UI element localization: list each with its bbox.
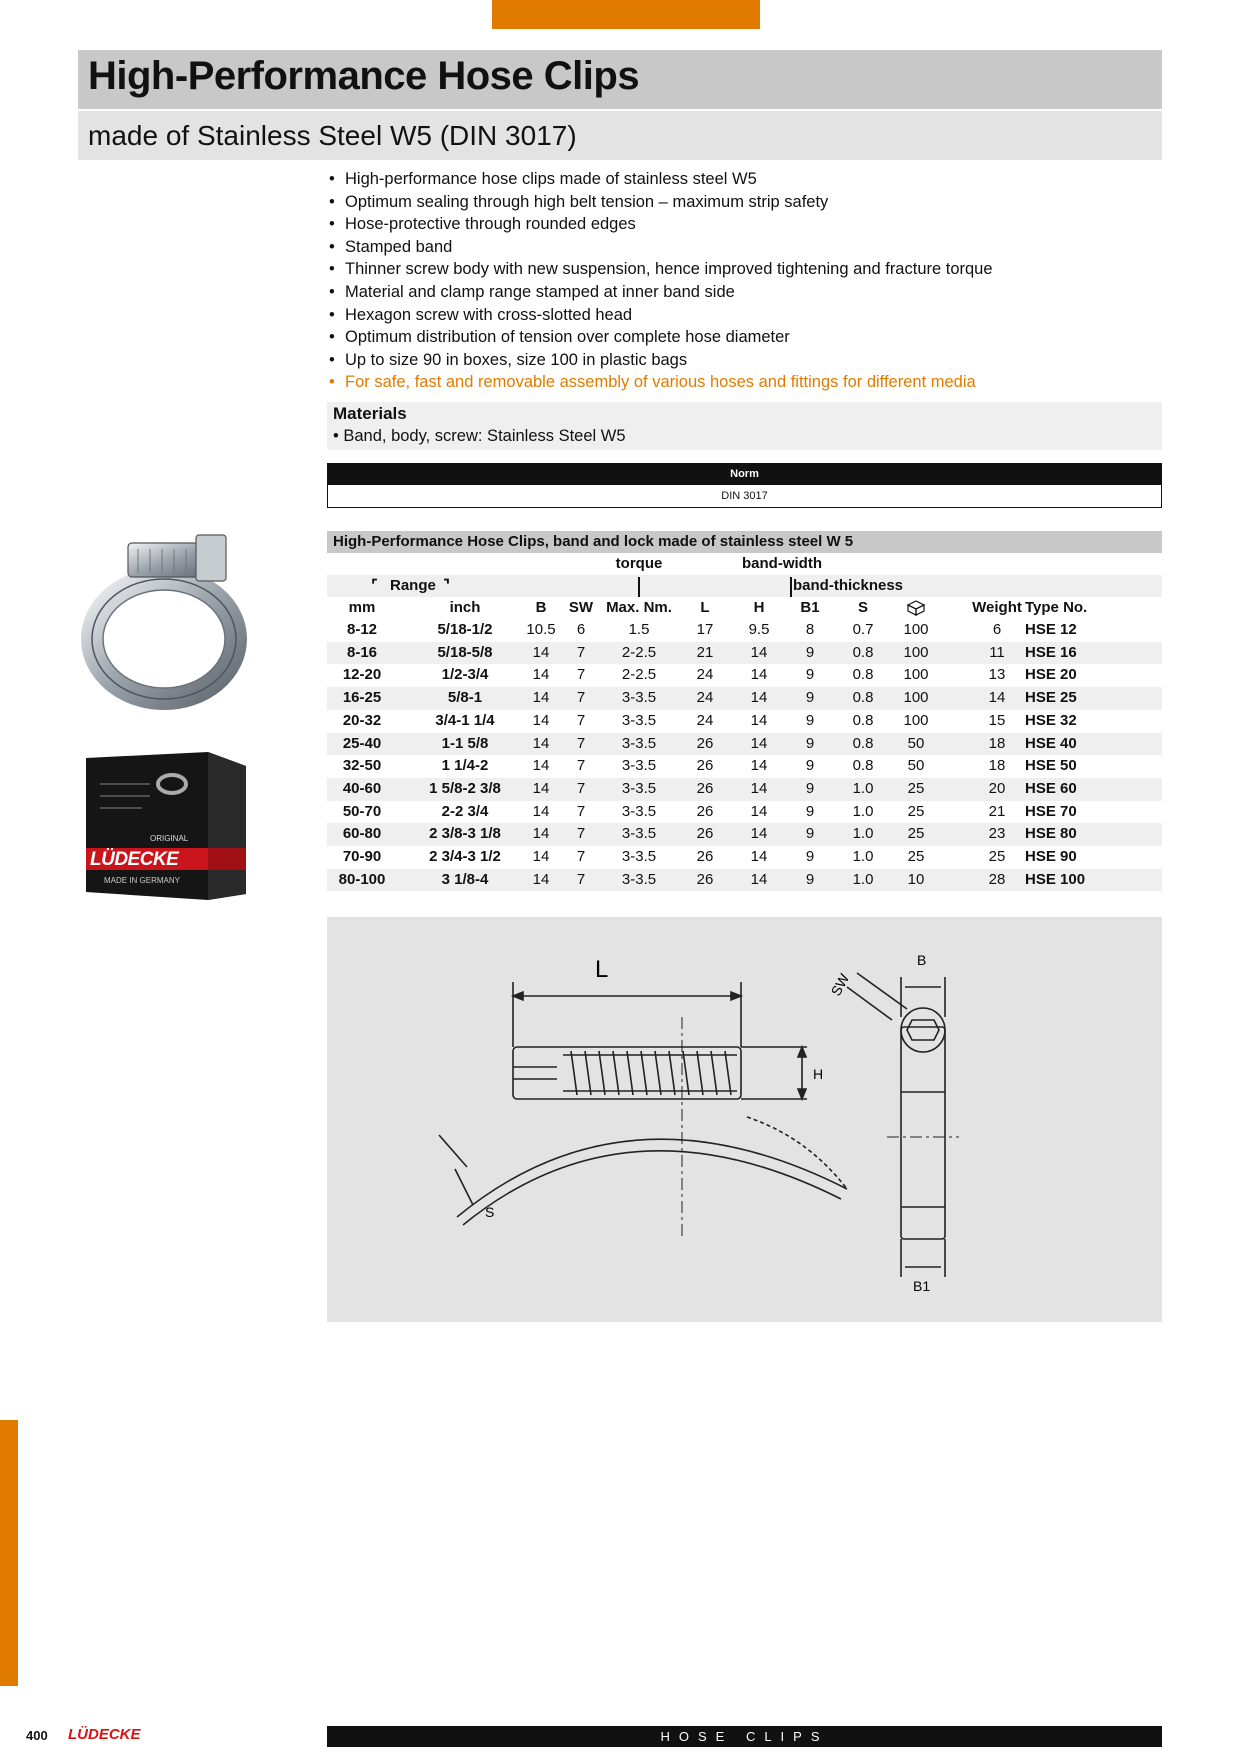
cell-sw: 7 bbox=[576, 734, 586, 752]
col-s: S bbox=[857, 599, 868, 616]
label-band-thickness: band-thickness bbox=[793, 577, 904, 594]
cell-box: 25 bbox=[907, 825, 925, 843]
cell-b: 14 bbox=[532, 666, 550, 684]
cell-weight: 28 bbox=[988, 870, 1006, 888]
col-sw: SW bbox=[568, 599, 594, 616]
cell-mm: 40-60 bbox=[342, 779, 382, 797]
cell-b1: 9 bbox=[805, 689, 815, 707]
header-row-torque bbox=[327, 553, 1162, 575]
range-bracket-right: ⌝ bbox=[443, 577, 451, 594]
drawing-label-h: H bbox=[813, 1066, 824, 1082]
cell-weight: 13 bbox=[988, 666, 1006, 684]
cell-b: 10.5 bbox=[526, 621, 556, 638]
cell-sw: 7 bbox=[576, 643, 586, 661]
cell-h: 9.5 bbox=[748, 621, 770, 638]
cell-b: 14 bbox=[532, 779, 550, 797]
drawing-label-b: B bbox=[917, 952, 927, 968]
cell-max: 3-3.5 bbox=[621, 825, 657, 843]
cell-type: HSE 50 bbox=[1025, 757, 1077, 775]
cell-box: 100 bbox=[903, 621, 929, 638]
cell-weight: 15 bbox=[988, 711, 1006, 729]
cell-h: 14 bbox=[750, 643, 768, 661]
product-box-photo bbox=[80, 744, 252, 902]
cell-h: 14 bbox=[750, 870, 768, 888]
feature-item: • Stamped band bbox=[328, 236, 1158, 259]
cell-s: 0.8 bbox=[852, 711, 874, 729]
cell-inch: 2 3/8-3 1/8 bbox=[429, 825, 501, 843]
cell-l: 26 bbox=[696, 757, 714, 775]
box-origin: MADE IN GERMANY bbox=[104, 876, 181, 885]
cell-b1: 9 bbox=[805, 734, 815, 752]
cell-sw: 7 bbox=[576, 779, 586, 797]
cell-b1: 9 bbox=[805, 779, 815, 797]
cell-inch: 3/4-1 1/4 bbox=[435, 711, 495, 729]
cell-h: 14 bbox=[750, 711, 768, 729]
feature-item: • Material and clamp range stamped at inner band side bbox=[328, 281, 1158, 304]
cell-max: 1.5 bbox=[628, 621, 650, 638]
table-row bbox=[327, 687, 1162, 710]
cell-sw: 6 bbox=[576, 621, 586, 638]
cell-l: 26 bbox=[696, 802, 714, 820]
box-icon bbox=[893, 597, 939, 619]
cell-b: 14 bbox=[532, 757, 550, 775]
cell-s: 0.7 bbox=[852, 621, 874, 638]
cell-s: 0.8 bbox=[852, 666, 874, 684]
cell-weight: 11 bbox=[989, 643, 1005, 661]
cell-b1: 9 bbox=[805, 757, 815, 775]
cell-b1: 8 bbox=[805, 621, 815, 638]
cell-h: 14 bbox=[750, 779, 768, 797]
cell-type: HSE 32 bbox=[1025, 711, 1077, 729]
table-row bbox=[327, 846, 1162, 869]
cell-s: 1.0 bbox=[852, 870, 874, 888]
technical-drawing-panel bbox=[327, 917, 1162, 1322]
cell-l: 26 bbox=[696, 825, 714, 843]
cell-inch: 1 5/8-2 3/8 bbox=[429, 779, 501, 797]
cell-box: 25 bbox=[907, 848, 925, 865]
cell-mm: 25-40 bbox=[342, 734, 382, 752]
cell-type: HSE 25 bbox=[1025, 689, 1077, 707]
cell-mm: 50-70 bbox=[342, 802, 382, 820]
cell-s: 1.0 bbox=[852, 779, 874, 797]
cell-l: 26 bbox=[696, 848, 714, 865]
cell-l: 26 bbox=[696, 734, 714, 752]
cell-type: HSE 12 bbox=[1025, 621, 1077, 638]
cell-weight: 6 bbox=[992, 621, 1002, 638]
cell-sw: 7 bbox=[576, 757, 586, 775]
cell-s: 1.0 bbox=[852, 825, 874, 843]
cell-type: HSE 90 bbox=[1025, 848, 1077, 865]
cell-h: 14 bbox=[750, 666, 768, 684]
cell-mm: 8-16 bbox=[346, 643, 378, 661]
cell-b1: 9 bbox=[805, 666, 815, 684]
feature-list bbox=[328, 168, 1158, 394]
label-range: Range bbox=[390, 577, 436, 594]
feature-item: • Optimum sealing through high belt tension – maximum strip safety bbox=[328, 191, 1158, 214]
materials-item: • Band, body, screw: Stainless Steel W5 bbox=[333, 427, 626, 445]
cell-l: 24 bbox=[696, 711, 714, 729]
cell-mm: 60-80 bbox=[342, 825, 382, 843]
cell-b: 14 bbox=[532, 643, 550, 661]
label-torque: torque bbox=[615, 555, 663, 572]
cell-sw: 7 bbox=[576, 825, 586, 843]
hose-clip-photo bbox=[78, 527, 250, 711]
cell-h: 14 bbox=[750, 848, 768, 865]
cell-s: 1.0 bbox=[852, 848, 874, 865]
cell-b1: 9 bbox=[805, 870, 815, 888]
feature-item: • Hexagon screw with cross-slotted head bbox=[328, 304, 1158, 327]
col-inch: inch bbox=[449, 599, 481, 616]
cell-inch: 5/18-5/8 bbox=[437, 643, 493, 661]
cell-l: 24 bbox=[696, 689, 714, 707]
cell-sw: 7 bbox=[576, 689, 586, 707]
band-thickness-marker bbox=[790, 577, 792, 597]
cell-inch: 5/8-1 bbox=[447, 689, 483, 707]
header-row-range bbox=[327, 575, 1162, 597]
cell-box: 50 bbox=[907, 734, 925, 752]
cell-l: 26 bbox=[696, 779, 714, 797]
cell-s: 0.8 bbox=[852, 689, 874, 707]
cell-b1: 9 bbox=[805, 802, 815, 820]
cell-b: 14 bbox=[532, 734, 550, 752]
cell-max: 3-3.5 bbox=[621, 870, 657, 888]
table-row bbox=[327, 869, 1162, 892]
cell-max: 3-3.5 bbox=[621, 734, 657, 752]
cell-b: 14 bbox=[532, 689, 550, 707]
page-subtitle: made of Stainless Steel W5 (DIN 3017) bbox=[88, 120, 577, 151]
cell-s: 1.0 bbox=[852, 802, 874, 820]
cell-max: 3-3.5 bbox=[621, 802, 657, 820]
col-b: B bbox=[535, 599, 547, 616]
cell-type: HSE 100 bbox=[1025, 870, 1086, 888]
cell-type: HSE 60 bbox=[1025, 779, 1077, 797]
cell-mm: 20-32 bbox=[342, 711, 382, 729]
drawing-label-sw: SW bbox=[827, 970, 853, 999]
table-row bbox=[327, 733, 1162, 756]
materials-title: Materials bbox=[333, 404, 407, 423]
cell-l: 24 bbox=[696, 666, 714, 684]
cell-box: 100 bbox=[903, 689, 929, 707]
cell-type: HSE 40 bbox=[1025, 734, 1077, 752]
cell-b: 14 bbox=[532, 711, 550, 729]
table-row bbox=[327, 755, 1162, 778]
cell-type: HSE 20 bbox=[1025, 666, 1077, 684]
table-row bbox=[327, 778, 1162, 801]
cell-type: HSE 16 bbox=[1025, 643, 1077, 661]
cell-sw: 7 bbox=[576, 711, 586, 729]
cell-weight: 20 bbox=[988, 779, 1006, 797]
cell-type: HSE 70 bbox=[1025, 802, 1077, 820]
cell-box: 100 bbox=[903, 711, 929, 729]
cell-mm: 32-50 bbox=[342, 757, 382, 775]
table-row bbox=[327, 801, 1162, 824]
col-h: H bbox=[753, 599, 765, 616]
cell-max: 3-3.5 bbox=[621, 711, 657, 729]
table-row bbox=[327, 823, 1162, 846]
cell-b1: 9 bbox=[805, 711, 815, 729]
cell-inch: 1/2-3/4 bbox=[441, 666, 489, 684]
cell-mm: 80-100 bbox=[338, 870, 386, 888]
cell-box: 25 bbox=[907, 779, 925, 797]
cell-mm: 70-90 bbox=[342, 848, 382, 865]
footer-logo: LÜDECKE bbox=[68, 1726, 141, 1743]
cell-inch: 2 3/4-3 1/2 bbox=[429, 848, 501, 865]
table-row bbox=[327, 642, 1162, 665]
cell-weight: 25 bbox=[988, 848, 1006, 865]
feature-item: • Thinner screw body with new suspension, hence improved tightening and fracture torque bbox=[328, 258, 1158, 281]
cell-inch: 1 1/4-2 bbox=[441, 757, 489, 775]
col-max-nm: Max. Nm. bbox=[606, 599, 672, 616]
feature-item-highlight: • For safe, fast and removable assembly of various hoses and fittings for different media bbox=[328, 371, 1158, 394]
cell-weight: 14 bbox=[988, 689, 1006, 707]
cell-b: 14 bbox=[532, 870, 550, 888]
feature-item: • Up to size 90 in boxes, size 100 in plastic bags bbox=[328, 349, 1158, 372]
cell-sw: 7 bbox=[576, 870, 586, 888]
box-tag: ORIGINAL bbox=[150, 834, 189, 843]
norm-box bbox=[327, 463, 1162, 508]
table-row bbox=[327, 664, 1162, 687]
cell-h: 14 bbox=[750, 734, 768, 752]
page-number: 400 bbox=[26, 1728, 48, 1743]
cell-max: 3-3.5 bbox=[621, 779, 657, 797]
cell-weight: 23 bbox=[988, 825, 1006, 843]
column-header-row bbox=[327, 597, 1162, 619]
cell-type: HSE 80 bbox=[1025, 825, 1077, 843]
cell-inch: 2-2 3/4 bbox=[441, 802, 489, 820]
cell-weight: 18 bbox=[988, 757, 1006, 775]
section-bar: HOSE CLIPS bbox=[327, 1726, 1162, 1747]
feature-item: • High-performance hose clips made of stainless steel W5 bbox=[328, 168, 1158, 191]
cell-l: 17 bbox=[696, 621, 714, 638]
drawing-label-s: S bbox=[485, 1204, 495, 1220]
cell-b: 14 bbox=[532, 802, 550, 820]
cell-b1: 9 bbox=[805, 825, 815, 843]
cell-l: 26 bbox=[696, 870, 714, 888]
cell-inch: 1-1 5/8 bbox=[441, 734, 489, 752]
technical-drawing bbox=[327, 917, 1162, 1322]
cell-max: 3-3.5 bbox=[621, 757, 657, 775]
drawing-label-b1: B1 bbox=[913, 1278, 931, 1294]
cell-mm: 12-20 bbox=[342, 666, 382, 684]
col-type: Type No. bbox=[1025, 599, 1088, 616]
norm-label: Norm bbox=[328, 464, 1161, 485]
table-title: High-Performance Hose Clips, band and lock made of stainless steel W 5 bbox=[327, 531, 1162, 553]
range-bracket-left: ⌜ bbox=[371, 577, 379, 594]
cell-inch: 5/18-1/2 bbox=[437, 621, 493, 638]
cell-box: 100 bbox=[903, 643, 929, 661]
cell-l: 21 bbox=[696, 643, 714, 661]
col-l: L bbox=[700, 599, 710, 616]
drawing-label-l: L bbox=[595, 956, 609, 983]
col-mm: mm bbox=[348, 599, 376, 616]
cell-weight: 18 bbox=[988, 734, 1006, 752]
norm-value: DIN 3017 bbox=[721, 490, 768, 502]
cell-b: 14 bbox=[532, 848, 550, 865]
col-b1: B1 bbox=[800, 599, 820, 616]
materials-item-text: Band, body, screw: Stainless Steel W5 bbox=[343, 427, 626, 445]
cell-box: 25 bbox=[907, 802, 925, 820]
cell-mm: 8-12 bbox=[346, 621, 378, 638]
cell-box: 50 bbox=[907, 757, 925, 775]
table-row bbox=[327, 619, 1162, 642]
top-orange-tab bbox=[492, 0, 760, 29]
cell-s: 0.8 bbox=[852, 757, 874, 775]
cell-sw: 7 bbox=[576, 802, 586, 820]
cell-h: 14 bbox=[750, 757, 768, 775]
cell-max: 3-3.5 bbox=[621, 689, 657, 707]
page-title: High-Performance Hose Clips bbox=[88, 54, 640, 98]
cell-max: 2-2.5 bbox=[621, 666, 657, 684]
box-brand: LÜDECKE bbox=[90, 849, 179, 870]
cell-box: 100 bbox=[903, 666, 929, 684]
cell-box: 10 bbox=[907, 870, 925, 888]
cell-s: 0.8 bbox=[852, 643, 874, 661]
feature-item: • Hose-protective through rounded edges bbox=[328, 213, 1158, 236]
cell-b1: 9 bbox=[805, 848, 815, 865]
torque-marker bbox=[638, 577, 640, 597]
cell-mm: 16-25 bbox=[342, 689, 382, 707]
feature-item: • Optimum distribution of tension over complete hose diameter bbox=[328, 326, 1158, 349]
col-weight: Weight bbox=[972, 599, 1022, 616]
left-orange-tab bbox=[0, 1420, 18, 1686]
cell-weight: 21 bbox=[988, 802, 1006, 820]
cell-sw: 7 bbox=[576, 666, 586, 684]
cell-b: 14 bbox=[532, 825, 550, 843]
cell-h: 14 bbox=[750, 825, 768, 843]
cell-s: 0.8 bbox=[852, 734, 874, 752]
cell-h: 14 bbox=[750, 689, 768, 707]
cell-h: 14 bbox=[750, 802, 768, 820]
label-band-width: band-width bbox=[742, 555, 822, 572]
cell-sw: 7 bbox=[576, 848, 586, 865]
table-row bbox=[327, 710, 1162, 733]
cell-max: 3-3.5 bbox=[621, 848, 657, 865]
cell-max: 2-2.5 bbox=[621, 643, 657, 661]
cell-inch: 3 1/8-4 bbox=[441, 870, 489, 888]
cell-b1: 9 bbox=[805, 643, 815, 661]
